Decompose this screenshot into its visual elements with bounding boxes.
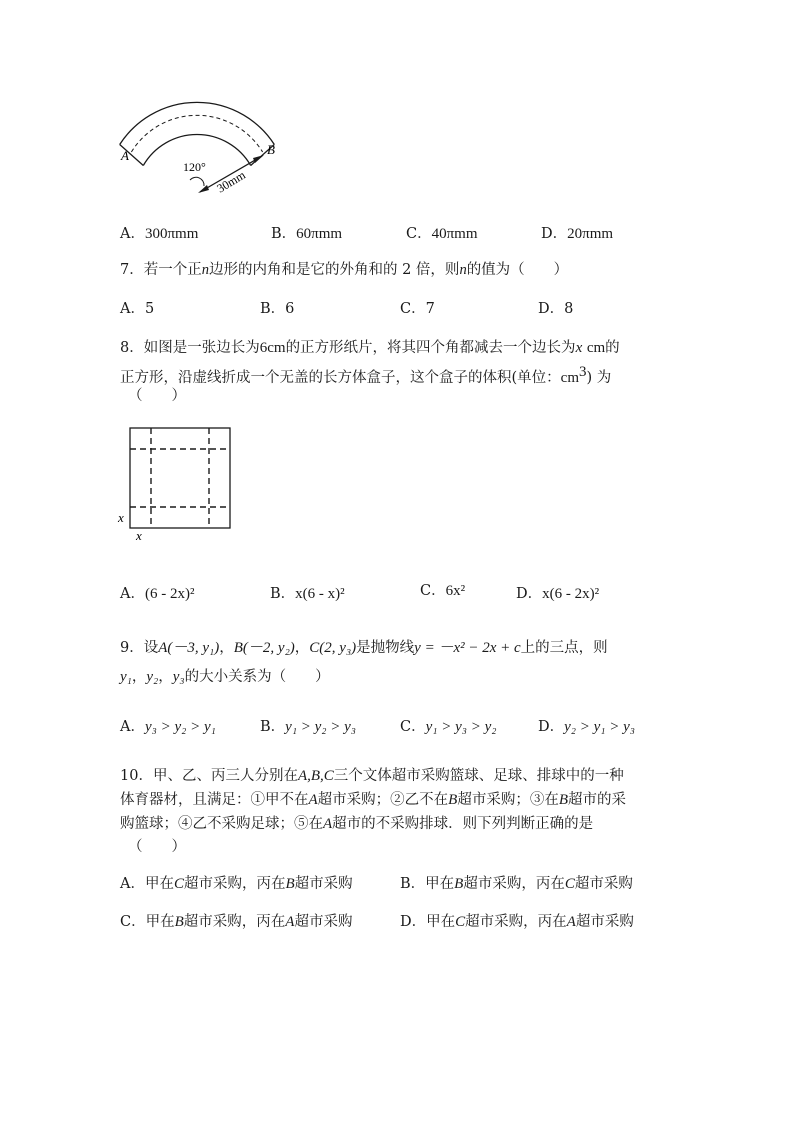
arrow-head-left bbox=[198, 185, 209, 193]
label-angle: 120° bbox=[183, 160, 206, 174]
label-length: 30mm bbox=[214, 167, 248, 196]
q7-option-b[interactable]: B．6 bbox=[260, 301, 295, 317]
arrow-head-right bbox=[253, 155, 264, 163]
paper-square-figure bbox=[114, 424, 238, 544]
q10-stem-line4: （ ） bbox=[128, 839, 186, 855]
q9-option-a[interactable]: A．y₃ > y₂ > y₁ bbox=[120, 719, 216, 735]
q8-stem-line2: 正方形，沿虚线折成一个无盖的长方体盒子，这个盒子的体积(单位：$cm^3$) 为 bbox=[120, 364, 612, 386]
option-letter: B． bbox=[271, 226, 297, 242]
label-a: A bbox=[121, 148, 129, 163]
q10-option-c[interactable]: C．甲在B超市采购，丙在A超市采购 bbox=[120, 914, 353, 930]
option-text: 40πmm bbox=[431, 226, 478, 242]
square-outline bbox=[130, 428, 230, 528]
q9-stem-line1: 9．设A(－3, y₁)，B(－2, y₂)，C(2, y₃)是抛物线y = －x² − 2x + c上的三点，则 bbox=[120, 640, 608, 656]
q7-stem: 7．若一个正n边形的内角和是它的外角和的 2 倍，则n的值为（ ） bbox=[120, 262, 569, 278]
q8-option-b[interactable]: B．x(6 - x)² bbox=[270, 586, 345, 602]
q6-option-a[interactable] bbox=[120, 224, 198, 244]
q10-option-d[interactable]: D．甲在C超市采购，丙在A超市采购 bbox=[400, 914, 634, 930]
fan-figure bbox=[110, 92, 300, 202]
q10-option-b[interactable]: B．甲在B超市采购，丙在C超市采购 bbox=[400, 876, 633, 892]
q6-option-c[interactable] bbox=[406, 224, 478, 244]
q8-stem-line1: 8．如图是一张边长为6cm的正方形纸片，将其四个角都减去一个边长为x cm的 bbox=[120, 340, 620, 356]
q6-option-b[interactable] bbox=[271, 224, 342, 244]
q10-stem-line3: 购篮球；④乙不采购足球；⑤在A超市的不采购排球．则下列判断正确的是 bbox=[120, 816, 594, 832]
label-x-side: x bbox=[118, 510, 124, 525]
q10-stem-line1: 10．甲、乙、丙三人分别在A,B,C三个文体超市采购篮球、足球、排球中的一种 bbox=[120, 768, 624, 784]
q9-stem-line2: y₁，y₂，y₃的大小关系为（ ） bbox=[120, 669, 330, 685]
option-text: 300πmm bbox=[144, 226, 199, 242]
q10-option-a[interactable]: A．甲在C超市采购，丙在B超市采购 bbox=[120, 876, 353, 892]
q8-stem-line3: （ ） bbox=[128, 388, 186, 404]
dashed-fold-lines bbox=[130, 428, 230, 528]
q8-option-a[interactable]: A．(6 - 2x)² bbox=[120, 586, 195, 602]
label-b: B bbox=[267, 142, 275, 157]
q6-option-d[interactable] bbox=[541, 224, 613, 244]
q9-option-c[interactable]: C．y₁ > y₃ > y₂ bbox=[400, 719, 497, 735]
option-letter: A． bbox=[120, 226, 145, 242]
option-letter: C． bbox=[406, 226, 432, 242]
label-x-bottom: x bbox=[136, 528, 142, 543]
q9-option-b[interactable]: B．y₁ > y₂ > y₃ bbox=[260, 719, 357, 735]
option-text: 60πmm bbox=[296, 226, 343, 242]
outer-arc bbox=[120, 102, 275, 144]
dashed-arc bbox=[131, 115, 262, 152]
q7-option-c[interactable]: C．7 bbox=[400, 301, 435, 317]
q8-option-c[interactable]: C．6x² bbox=[420, 583, 466, 599]
q9-option-d[interactable]: D．y₂ > y₁ > y₃ bbox=[538, 719, 636, 735]
q7-option-d[interactable]: D．8 bbox=[538, 301, 574, 317]
q10-stem-line2: 体育器材，且满足：①甲不在A超市采购；②乙不在B超市采购；③在B超市的采 bbox=[120, 792, 627, 808]
option-letter: D． bbox=[541, 226, 568, 242]
q8-option-d[interactable]: D．x(6 - 2x)² bbox=[516, 586, 600, 602]
angle-mark bbox=[190, 177, 204, 186]
option-text: 20πmm bbox=[567, 226, 614, 242]
q7-option-a[interactable]: A．5 bbox=[120, 301, 155, 317]
